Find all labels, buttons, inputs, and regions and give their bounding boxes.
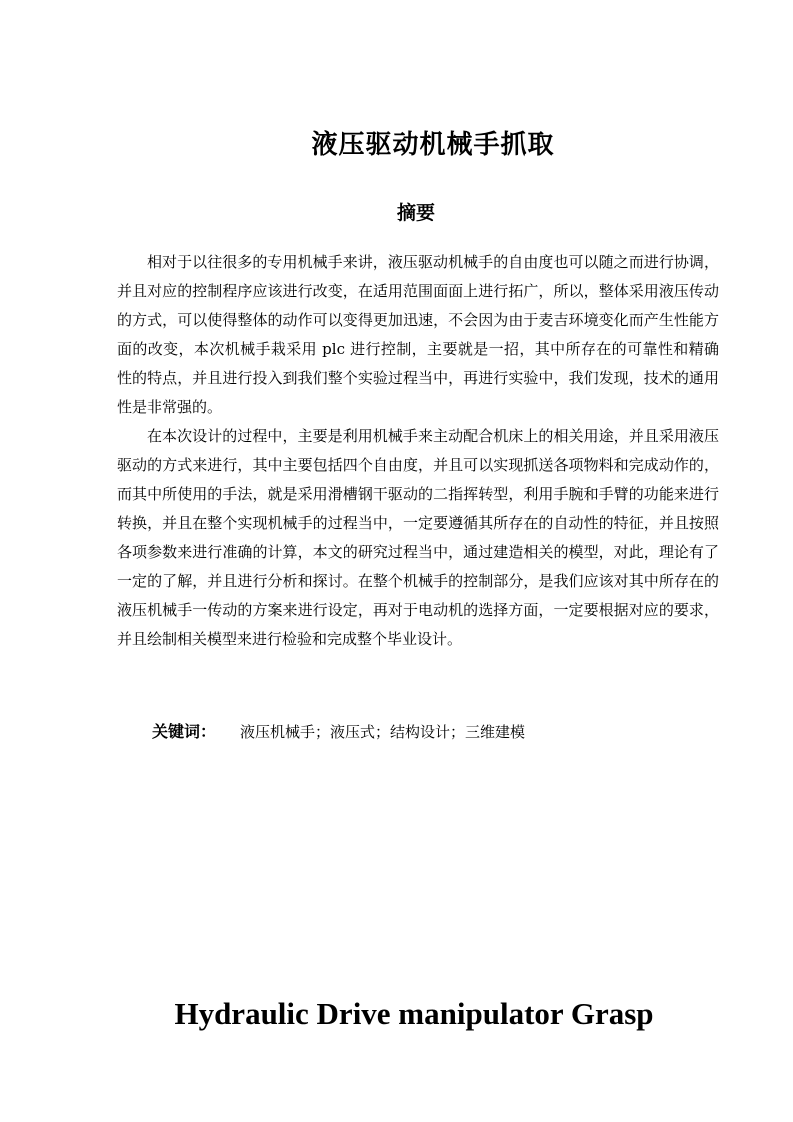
english-title: Hydraulic Drive manipulator Grasp [174, 996, 654, 1031]
keywords-line [152, 721, 712, 743]
abstract-heading: 摘要 [396, 202, 435, 224]
abstract-paragraph-1: 相对于以往很多的专用机械手来讲，液压驱动机械手的自由度也可以随之而进行协调，并且对应的控制程序应该进行改变，在适用范围面面上进行拓广，所以，整体采用液压传动的方式，可以使得整体的动作可以变得更加迅速，不会因为由于麦吉环境变化而产生性能方面的改变，本次机械手栽采用 plc 进行控制，主要就是一招，其中所存在的可靠性和精确性的特点，并且进行投入到我们整个实验过程当中，再进行实验中，我们发现，技术的通用性是非常强的。 [117, 253, 719, 416]
abstract-paragraph-2: 在本次设计的过程中，主要是利用机械手来主动配合机床上的相关用途，并且采用液压驱动的方式来进行，其中主要包括四个自由度，并且可以实现抓送各项物料和完成动作的，而其中所使用的手法，就是采用滑槽钢干驱动的二指挥转型，利用手腕和手臂的功能来进行转换，并且在整个实现机械手的过程当中，一定要遵循其所存在的自动性的特征，并且按照各项参数来进行准确的计算，本文的研究过程当中，通过建造相关的模型，对此，理论有了一定的了解，并且进行分析和探讨。在整个机械手的控制部分，是我们应该对其中所存在的液压机械手一传动的方案来进行设定，再对于电动机的选择方面，一定要根据对应的要求，并且绘制相关模型来进行检验和完成整个毕业设计。 [117, 427, 719, 648]
keywords-value: 液压机械手；液压式；结构设计；三维建模 [240, 723, 526, 741]
keywords-label: 关键词： [152, 722, 217, 741]
chinese-title: 液压驱动机械手抓取 [311, 130, 555, 160]
abstract-body [117, 248, 719, 654]
